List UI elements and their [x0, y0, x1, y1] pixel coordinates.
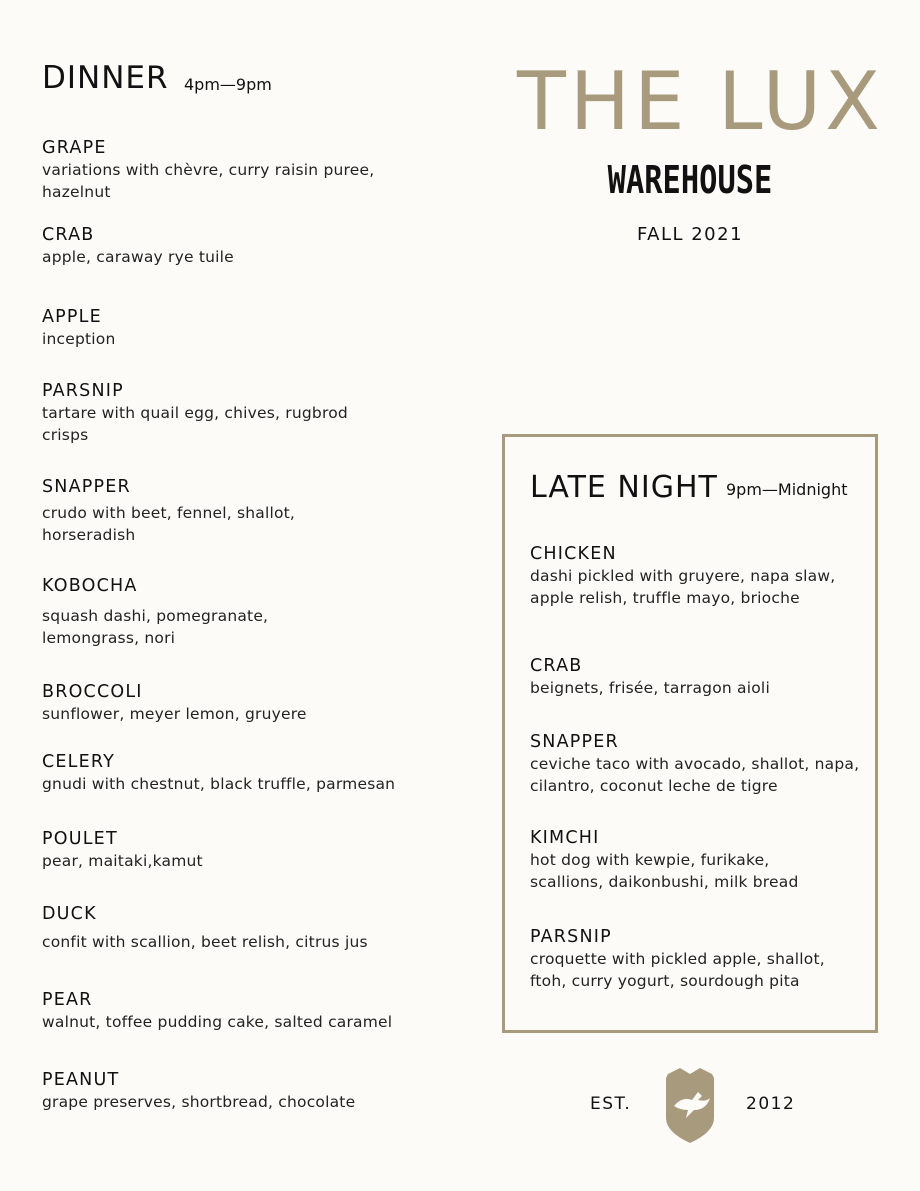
item-name: SNAPPER — [42, 477, 131, 497]
est-label: EST. — [590, 1094, 632, 1114]
dinner-item — [42, 575, 442, 649]
item-desc: croquette with pickled apple, shallot, ftoh, curry yogurt, sourdough pita — [530, 950, 825, 990]
item-name: APPLE — [42, 307, 102, 327]
item-name: PEANUT — [42, 1070, 120, 1090]
item-name: KIMCHI — [530, 828, 600, 848]
item-name: PARSNIP — [42, 381, 124, 401]
item-name: CHICKEN — [530, 544, 617, 564]
item-desc: beignets, frisée, tarragon aioli — [530, 679, 770, 697]
item-name: BROCCOLI — [42, 682, 143, 702]
dinner-item — [42, 380, 442, 446]
late-night-item — [530, 543, 860, 609]
late-night-hours: 9pm—Midnight — [726, 480, 848, 499]
dinner-item — [42, 137, 442, 203]
item-name: PARSNIP — [530, 927, 612, 947]
item-desc: walnut, toffee pudding cake, salted caramel — [42, 1013, 393, 1031]
item-desc: gnudi with chestnut, black truffle, parmesan — [42, 775, 396, 793]
late-night-item — [530, 926, 860, 992]
item-desc: sunflower, meyer lemon, gruyere — [42, 705, 307, 723]
dinner-item — [42, 476, 442, 546]
dinner-item — [42, 1069, 442, 1113]
item-name: POULET — [42, 829, 118, 849]
est-year: 2012 — [746, 1094, 796, 1114]
item-desc: grape preserves, shortbread, chocolate — [42, 1093, 356, 1111]
season-label: FALL 2021 — [636, 224, 744, 245]
item-desc: tartare with quail egg, chives, rugbrod crisps — [42, 404, 348, 444]
item-name: KOBOCHA — [42, 576, 138, 596]
late-night-item — [530, 655, 860, 699]
item-name: CRAB — [530, 656, 583, 676]
item-name: PEAR — [42, 990, 93, 1010]
item-desc: confit with scallion, beet relish, citrus jus — [42, 933, 368, 951]
item-desc: inception — [42, 330, 116, 348]
dinner-item — [42, 306, 442, 350]
item-desc: variations with chèvre, curry raisin puree, hazelnut — [42, 161, 375, 201]
item-name: CRAB — [42, 225, 95, 245]
dinner-hours: 4pm—9pm — [184, 75, 272, 94]
dinner-item — [42, 903, 442, 953]
bird-crest-icon — [662, 1066, 718, 1144]
item-desc: dashi pickled with gruyere, napa slaw, apple relish, truffle mayo, brioche — [530, 567, 836, 607]
item-name: GRAPE — [42, 138, 107, 158]
dinner-item — [42, 681, 442, 725]
item-desc: ceviche taco with avocado, shallot, napa, cilantro, coconut leche de tigre — [530, 755, 860, 795]
dinner-item — [42, 751, 442, 795]
dinner-item — [42, 224, 442, 268]
brand-subtitle: WAREHOUSE — [607, 158, 773, 202]
item-desc: crudo with beet, fennel, shallot, horseradish — [42, 504, 296, 544]
late-night-title: LATE NIGHT — [530, 470, 718, 505]
dinner-title: DINNER — [42, 60, 169, 96]
item-name: DUCK — [42, 904, 97, 924]
late-night-item — [530, 731, 860, 797]
brand-name: THE LUX — [517, 55, 884, 148]
item-desc: pear, maitaki,kamut — [42, 852, 203, 870]
item-name: CELERY — [42, 752, 116, 772]
item-name: SNAPPER — [530, 732, 619, 752]
dinner-item — [42, 828, 442, 872]
item-desc: hot dog with kewpie, furikake, scallions, daikonbushi, milk bread — [530, 851, 799, 891]
item-desc: squash dashi, pomegranate, lemongrass, nori — [42, 607, 269, 647]
dinner-item — [42, 989, 442, 1033]
item-desc: apple, caraway rye tuile — [42, 248, 234, 266]
late-night-item — [530, 827, 860, 893]
